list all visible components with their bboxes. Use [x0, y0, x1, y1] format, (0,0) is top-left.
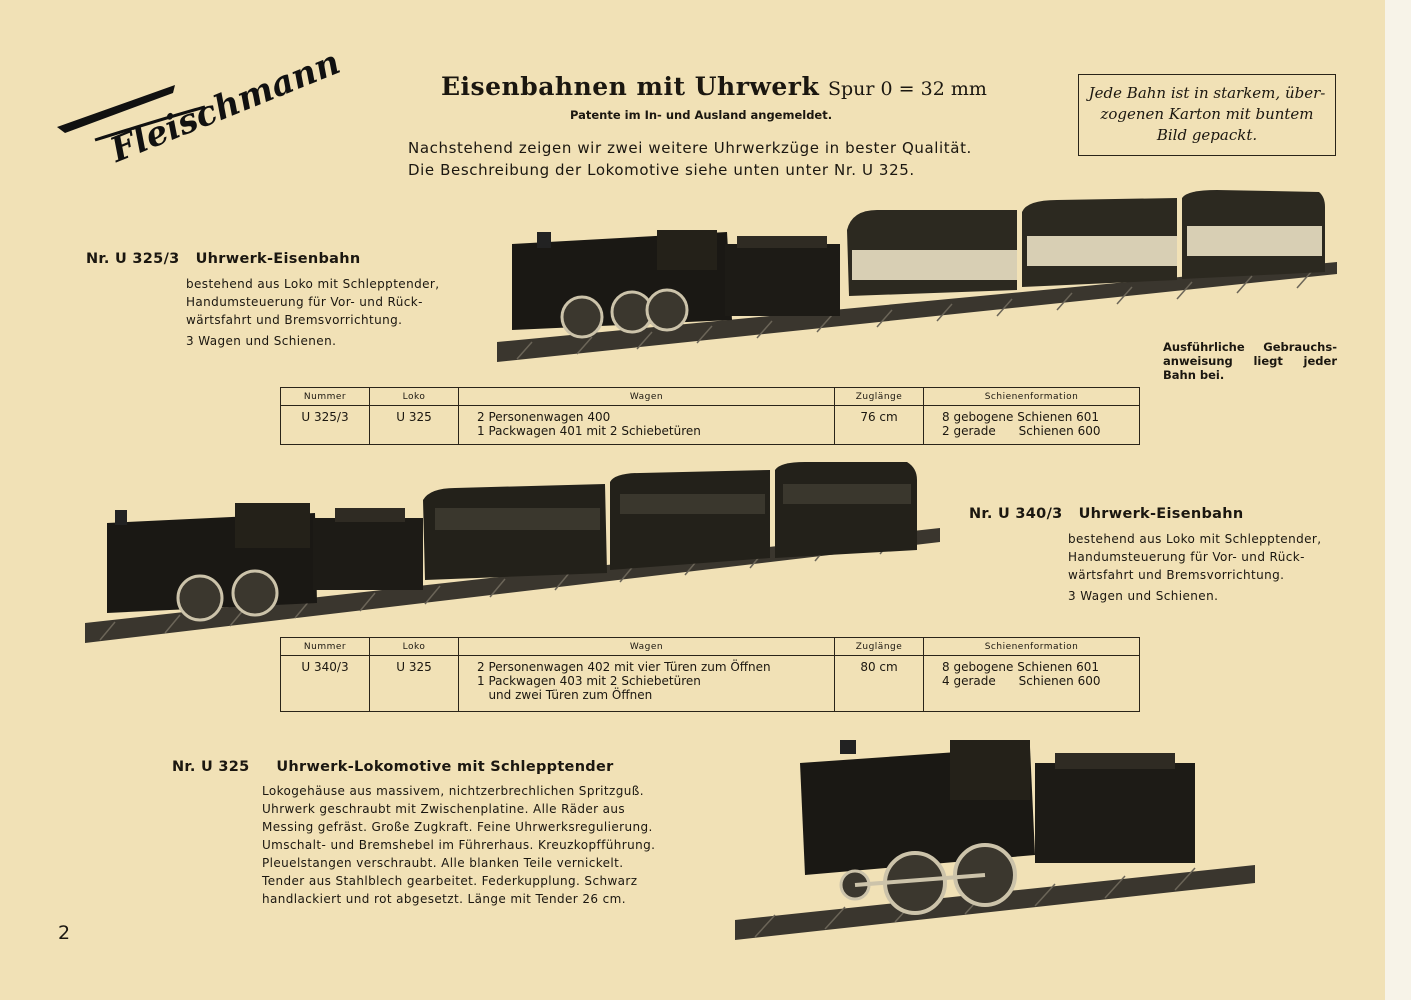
- item-u340-3-description: [1068, 530, 1321, 605]
- train-photo-u340-3: [85, 458, 940, 648]
- col-loko: Loko: [370, 388, 459, 406]
- instruction-note: Ausführliche Gebrauchs-anweisung liegt jeder Bahn bei.: [1163, 340, 1337, 382]
- desc-line: Lokogehäuse aus massivem, nichtzerbrechlichen Spritzguß.: [262, 784, 644, 798]
- item-number: Nr. U 340/3: [969, 506, 1063, 522]
- box-line: Bild gepackt.: [1156, 126, 1258, 144]
- cell-loko: U 325: [370, 656, 459, 712]
- packaging-box: [1078, 74, 1336, 156]
- locomotive-heading: [172, 759, 614, 775]
- page-title: Eisenbahnen mit Uhrwerk: [441, 72, 820, 101]
- cell-nummer: U 325/3: [281, 406, 370, 445]
- cell-zuglaenge: 76 cm: [835, 406, 924, 445]
- desc-line: handlackiert und rot abgesetzt. Länge mit Tender 26 cm.: [262, 892, 626, 906]
- box-line: zogenen Karton mit buntem: [1100, 105, 1314, 123]
- col-loko: Loko: [370, 638, 459, 656]
- patent-note: Patente im In- und Ausland angemeldet.: [570, 108, 833, 122]
- cell-schienen: 8 gebogene Schienen 601 2 gerade Schienen 600: [924, 406, 1140, 445]
- desc-line: 3 Wagen und Schienen.: [1068, 589, 1219, 603]
- cell-schienen: 8 gebogene Schienen 601 4 gerade Schienen 600: [924, 656, 1140, 712]
- item-u340-3-heading: [969, 506, 1243, 522]
- svg-text:Fleischmann: Fleischmann: [104, 42, 346, 171]
- item-name: Uhrwerk-Eisenbahn: [1078, 506, 1244, 522]
- cell-wagen: 2 Personenwagen 400 1 Packwagen 401 mit 2 Schiebetüren: [459, 406, 835, 445]
- desc-line: 3 Wagen und Schienen.: [186, 334, 337, 348]
- fleischmann-logo: [55, 42, 346, 171]
- desc-line: Umschalt- und Bremshebel im Führerhaus. Kreuzkopfführung.: [262, 838, 656, 852]
- spec-table-u325-3: [280, 387, 1140, 445]
- intro-line: Die Beschreibung der Lokomotive siehe unten unter Nr. U 325.: [408, 161, 915, 179]
- col-zuglaenge: Zuglänge: [835, 638, 924, 656]
- col-schienenformation: Schienenformation: [924, 638, 1140, 656]
- desc-line: Uhrwerk geschraubt mit Zwischenplatine. Alle Räder aus: [262, 802, 626, 816]
- cell-wagen: 2 Personenwagen 402 mit vier Türen zum Öffnen 1 Packwagen 403 mit 2 Schiebetüren und zwei Türen zum Öffnen: [459, 656, 835, 712]
- gauge-spec: Spur 0 = 32 mm: [828, 78, 987, 100]
- col-zuglaenge: Zuglänge: [835, 388, 924, 406]
- desc-line: bestehend aus Loko mit Schlepptender,: [186, 277, 440, 291]
- col-wagen: Wagen: [459, 388, 835, 406]
- table-header-row: [281, 388, 1140, 406]
- col-schienenformation: Schienenformation: [924, 388, 1140, 406]
- col-nummer: Nummer: [281, 388, 370, 406]
- desc-line: Pleuelstangen verschraubt. Alle blanken Teile vernickelt.: [262, 856, 624, 870]
- col-wagen: Wagen: [459, 638, 835, 656]
- table-header-row: [281, 638, 1140, 656]
- cell-loko: U 325: [370, 406, 459, 445]
- col-nummer: Nummer: [281, 638, 370, 656]
- desc-line: Tender aus Stahlblech gearbeitet. Federkupplung. Schwarz: [262, 874, 638, 888]
- item-number: Nr. U 325: [172, 759, 250, 775]
- item-name: Uhrwerk-Lokomotive mit Schlepptender: [276, 759, 614, 775]
- table-row: [281, 656, 1140, 712]
- item-name: Uhrwerk-Eisenbahn: [195, 251, 361, 267]
- table-row: [281, 406, 1140, 445]
- box-line: Jede Bahn ist in starkem, über-: [1088, 84, 1326, 102]
- desc-line: wärtsfahrt und Bremsvorrichtung.: [1068, 568, 1285, 582]
- item-u325-3-description: [186, 275, 439, 350]
- item-number: Nr. U 325/3: [86, 251, 180, 267]
- locomotive-description: [262, 782, 655, 908]
- desc-line: Handumsteuerung für Vor- und Rück-: [186, 295, 423, 309]
- desc-line: Messing gefräst. Große Zugkraft. Feine Uhrwerksregulierung.: [262, 820, 653, 834]
- spec-table-u340-3: [280, 637, 1140, 712]
- cell-nummer: U 340/3: [281, 656, 370, 712]
- intro-line: Nachstehend zeigen wir zwei weitere Uhrwerkzüge in bester Qualität.: [408, 139, 972, 157]
- page-edge: [1385, 0, 1411, 1000]
- intro-text: [408, 137, 972, 181]
- desc-line: bestehend aus Loko mit Schlepptender,: [1068, 532, 1322, 546]
- page-number: 2: [58, 922, 71, 944]
- desc-line: Handumsteuerung für Vor- und Rück-: [1068, 550, 1305, 564]
- desc-line: wärtsfahrt und Bremsvorrichtung.: [186, 313, 403, 327]
- item-u325-3-heading: [86, 251, 360, 267]
- locomotive-photo-u325: [735, 735, 1255, 945]
- cell-zuglaenge: 80 cm: [835, 656, 924, 712]
